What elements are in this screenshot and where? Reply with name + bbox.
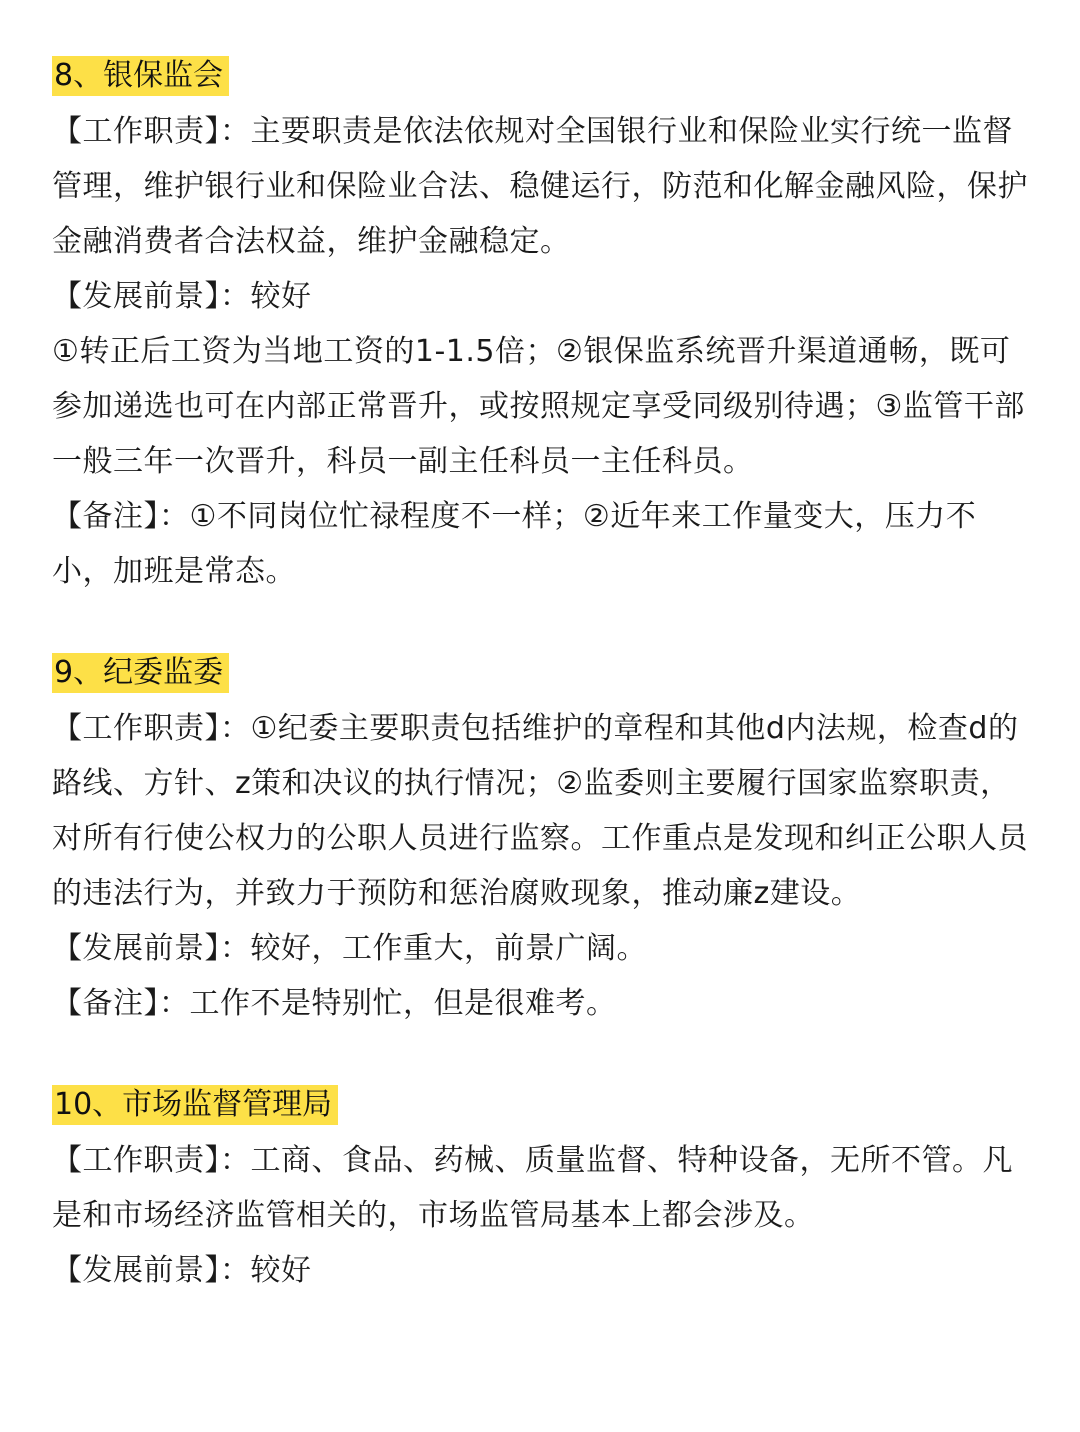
- section-heading: 9、纪委监委: [52, 653, 229, 693]
- section-jiwei-jianwei: [52, 653, 1028, 1031]
- notes-paragraph: 【备注】：①不同岗位忙禄程度不一样；②近年来工作量变大，压力不小，加班是常态。: [52, 499, 977, 589]
- details-paragraph: ①转正后工资为当地工资的1-1.5倍；②银保监系统晋升渠道通畅，既可参加递选也可在内部正常晋升，或按照规定享受同级别待遇；③监管干部一般三年一次晋升，科员一副主任科员一主任科员。: [52, 334, 1025, 479]
- prospects-paragraph: 【发展前景】：较好: [52, 1253, 312, 1288]
- prospects-paragraph: 【发展前景】：较好，工作重大，前景广阔。: [52, 931, 647, 966]
- prospects-paragraph: 【发展前景】：较好: [52, 279, 312, 314]
- section-market-supervision: [52, 1085, 1028, 1298]
- section-heading: 8、银保监会: [52, 56, 229, 96]
- duties-paragraph: 【工作职责】：主要职责是依法依规对全国银行业和保险业实行统一监督管理，维护银行业和保险业合法、稳健运行，防范和化解金融风险，保护金融消费者合法权益，维护金融稳定。: [52, 114, 1028, 259]
- section-heading: 10、市场监督管理局: [52, 1085, 338, 1125]
- notes-paragraph: 【备注】：工作不是特别忙，但是很难考。: [52, 986, 617, 1021]
- section-yinbaojianhui: [52, 56, 1028, 599]
- duties-paragraph: 【工作职责】：①纪委主要职责包括维护的章程和其他d内法规，检查d的路线、方针、z策和决议的执行情况；②监委则主要履行国家监察职责，对所有行使公权力的公职人员进行监察。工作重点是发现和纠正公职人员的违法行为，并致力于预防和惩治腐败现象，推动廉z建设。: [52, 711, 1028, 911]
- duties-paragraph: 【工作职责】：工商、食品、药械、质量监督、特种设备，无所不管。凡是和市场经济监管相关的，市场监管局基本上都会涉及。: [52, 1143, 1013, 1233]
